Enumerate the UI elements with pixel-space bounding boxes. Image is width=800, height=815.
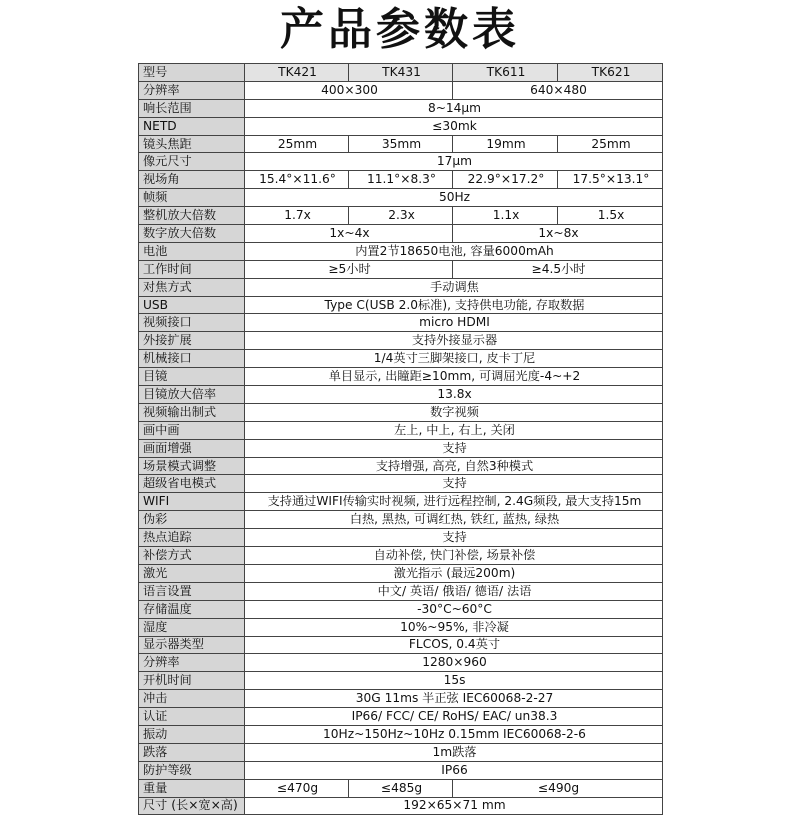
param-value: 支持通过WIFI传输实时视频, 进行远程控制, 2.4G频段, 最大支持15m xyxy=(245,493,663,511)
param-label: 镜头焦距 xyxy=(139,135,245,153)
param-value: 640×480 xyxy=(453,81,663,99)
param-value: FLCOS, 0.4英寸 xyxy=(245,636,663,654)
param-label: 数字放大倍数 xyxy=(139,225,245,243)
table-row xyxy=(139,278,663,296)
param-value: 1m跌落 xyxy=(245,743,663,761)
table-row xyxy=(139,600,663,618)
param-value: 1.1x xyxy=(453,207,558,225)
param-label: 型号 xyxy=(139,64,245,82)
table-row xyxy=(139,171,663,189)
param-value: 手动调焦 xyxy=(245,278,663,296)
param-value: 1x~8x xyxy=(453,225,663,243)
table-row xyxy=(139,743,663,761)
table-row xyxy=(139,135,663,153)
page-title: 产品参数表 xyxy=(280,4,520,55)
model-header: TK431 xyxy=(349,64,453,82)
table-row xyxy=(139,511,663,529)
param-value: 13.8x xyxy=(245,386,663,404)
param-label: 开机时间 xyxy=(139,672,245,690)
param-label: 显示器类型 xyxy=(139,636,245,654)
param-value: 11.1°×8.3° xyxy=(349,171,453,189)
param-value: 17μm xyxy=(245,153,663,171)
table-row xyxy=(139,81,663,99)
param-label: 电池 xyxy=(139,242,245,260)
table-row xyxy=(139,690,663,708)
param-value: ≤30mk xyxy=(245,117,663,135)
table-row xyxy=(139,761,663,779)
table-row xyxy=(139,475,663,493)
param-label: 画面增强 xyxy=(139,439,245,457)
table-row xyxy=(139,439,663,457)
table-row xyxy=(139,332,663,350)
param-value: 左上, 中上, 右上, 关闭 xyxy=(245,421,663,439)
param-value: 10%~95%, 非冷凝 xyxy=(245,618,663,636)
param-label: 补偿方式 xyxy=(139,547,245,565)
param-value: 1/4英寸三脚架接口, 皮卡丁尼 xyxy=(245,350,663,368)
param-label: 激光 xyxy=(139,564,245,582)
table-row xyxy=(139,368,663,386)
table-row xyxy=(139,189,663,207)
param-value: IP66/ FCC/ CE/ RoHS/ EAC/ un38.3 xyxy=(245,708,663,726)
param-label: 目镜放大倍率 xyxy=(139,386,245,404)
param-label: 整机放大倍数 xyxy=(139,207,245,225)
table-row xyxy=(139,636,663,654)
param-label: 帧频 xyxy=(139,189,245,207)
table-row xyxy=(139,207,663,225)
model-header: TK611 xyxy=(453,64,558,82)
param-label: 分辨率 xyxy=(139,81,245,99)
param-label: 超级省电模式 xyxy=(139,475,245,493)
table-row xyxy=(139,314,663,332)
param-value: 数字视频 xyxy=(245,403,663,421)
param-label: NETD xyxy=(139,117,245,135)
param-label: 场景模式调整 xyxy=(139,457,245,475)
param-label: 振动 xyxy=(139,725,245,743)
param-label: 工作时间 xyxy=(139,260,245,278)
param-label: 认证 xyxy=(139,708,245,726)
model-header: TK621 xyxy=(558,64,663,82)
table-row xyxy=(139,386,663,404)
param-label: WIFI xyxy=(139,493,245,511)
table-row xyxy=(139,708,663,726)
param-value: 单目显示, 出瞳距≥10mm, 可调屈光度-4~+2 xyxy=(245,368,663,386)
table-row xyxy=(139,403,663,421)
param-value: 2.3x xyxy=(349,207,453,225)
param-label: 热点追踪 xyxy=(139,529,245,547)
param-value: 25mm xyxy=(558,135,663,153)
table-row xyxy=(139,457,663,475)
table-row xyxy=(139,654,663,672)
param-label: 视频接口 xyxy=(139,314,245,332)
param-label: 存储温度 xyxy=(139,600,245,618)
param-value: -30°C~60°C xyxy=(245,600,663,618)
param-value: Type C(USB 2.0标准), 支持供电功能, 存取数据 xyxy=(245,296,663,314)
param-value: 22.9°×17.2° xyxy=(453,171,558,189)
table-row xyxy=(139,672,663,690)
param-value: IP66 xyxy=(245,761,663,779)
param-label: USB xyxy=(139,296,245,314)
param-value: 30G 11ms 半正弦 IEC60068-2-27 xyxy=(245,690,663,708)
table-row xyxy=(139,225,663,243)
param-value: 内置2节18650电池, 容量6000mAh xyxy=(245,242,663,260)
param-label: 伪彩 xyxy=(139,511,245,529)
spec-table xyxy=(138,63,663,815)
table-row xyxy=(139,153,663,171)
model-header: TK421 xyxy=(245,64,349,82)
param-value: ≤490g xyxy=(453,779,663,797)
param-label: 视频输出制式 xyxy=(139,403,245,421)
param-value: 1.7x xyxy=(245,207,349,225)
table-row xyxy=(139,493,663,511)
param-value: 中文/ 英语/ 俄语/ 德语/ 法语 xyxy=(245,582,663,600)
table-row xyxy=(139,547,663,565)
param-label: 对焦方式 xyxy=(139,278,245,296)
table-row xyxy=(139,529,663,547)
param-value: 17.5°×13.1° xyxy=(558,171,663,189)
param-value: 支持 xyxy=(245,475,663,493)
param-value: 19mm xyxy=(453,135,558,153)
param-label: 响长范围 xyxy=(139,99,245,117)
param-label: 防护等级 xyxy=(139,761,245,779)
param-value: 支持增强, 高亮, 自然3种模式 xyxy=(245,457,663,475)
param-label: 画中画 xyxy=(139,421,245,439)
table-row xyxy=(139,582,663,600)
param-label: 目镜 xyxy=(139,368,245,386)
param-label: 重量 xyxy=(139,779,245,797)
table-row xyxy=(139,260,663,278)
param-value: ≥4.5小时 xyxy=(453,260,663,278)
param-value: 15s xyxy=(245,672,663,690)
param-value: 10Hz~150Hz~10Hz 0.15mm IEC60068-2-6 xyxy=(245,725,663,743)
table-row xyxy=(139,779,663,797)
param-label: 跌落 xyxy=(139,743,245,761)
param-label: 冲击 xyxy=(139,690,245,708)
param-value: 支持 xyxy=(245,439,663,457)
param-value: 1x~4x xyxy=(245,225,453,243)
table-row xyxy=(139,64,663,82)
param-value: 支持 xyxy=(245,529,663,547)
param-value: ≥5小时 xyxy=(245,260,453,278)
param-value: 15.4°×11.6° xyxy=(245,171,349,189)
table-row xyxy=(139,99,663,117)
param-label: 分辨率 xyxy=(139,654,245,672)
param-value: 激光指示 (最远200m) xyxy=(245,564,663,582)
param-value: 自动补偿, 快门补偿, 场景补偿 xyxy=(245,547,663,565)
table-row xyxy=(139,564,663,582)
table-row xyxy=(139,421,663,439)
param-value: 400×300 xyxy=(245,81,453,99)
param-label: 外接扩展 xyxy=(139,332,245,350)
param-value: micro HDMI xyxy=(245,314,663,332)
table-row xyxy=(139,725,663,743)
param-value: 35mm xyxy=(349,135,453,153)
param-value: 192×65×71 mm xyxy=(245,797,663,815)
param-value: 1280×960 xyxy=(245,654,663,672)
param-value: 25mm xyxy=(245,135,349,153)
table-row xyxy=(139,350,663,368)
table-row xyxy=(139,296,663,314)
param-label: 机械接口 xyxy=(139,350,245,368)
param-value: 50Hz xyxy=(245,189,663,207)
param-value: ≤485g xyxy=(349,779,453,797)
table-row xyxy=(139,618,663,636)
param-label: 像元尺寸 xyxy=(139,153,245,171)
param-label: 视场角 xyxy=(139,171,245,189)
param-label: 语言设置 xyxy=(139,582,245,600)
param-value: 支持外接显示器 xyxy=(245,332,663,350)
param-value: 8~14μm xyxy=(245,99,663,117)
param-value: 1.5x xyxy=(558,207,663,225)
table-row xyxy=(139,242,663,260)
param-label: 尺寸 (长×宽×高) xyxy=(139,797,245,815)
table-row xyxy=(139,117,663,135)
param-value: ≤470g xyxy=(245,779,349,797)
param-label: 湿度 xyxy=(139,618,245,636)
param-value: 白热, 黑热, 可调红热, 铁红, 蓝热, 绿热 xyxy=(245,511,663,529)
